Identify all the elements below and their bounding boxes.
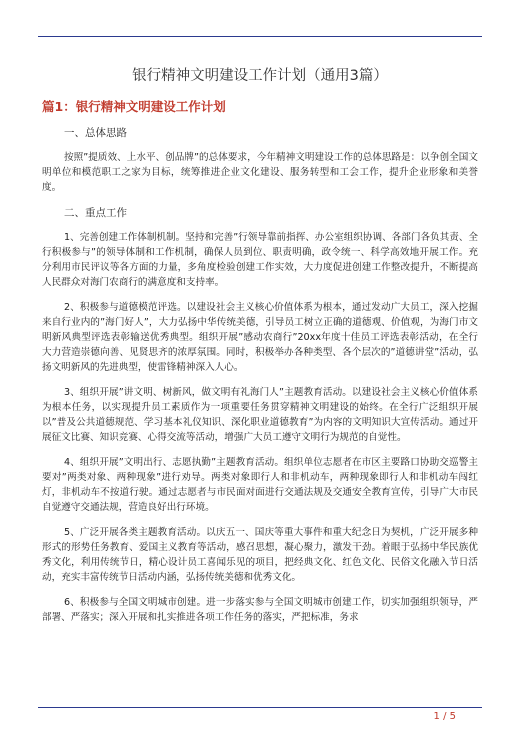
heading-key-tasks: 二、重点工作 [64, 207, 127, 219]
heading-overall-approach: 一、总体思路 [64, 127, 127, 139]
paragraph-task-5: 5、广泛开展各类主题教育活动。以庆五一、国庆等重大事件和重大纪念日为契机，广泛开展多种形式的形势任务教育、爱国主义教育等活动，感召思想，凝心聚力，激发干劲。着眼于弘扬中华民族优秀文化，利用传统节日，精心设计员工喜闻乐见的项目，把经典文化、红色文化、民俗文化融入节日活动，充实丰富传统节日活动内涵，弘扬传统美德和优秀文化。 [42, 527, 478, 583]
paragraph-approach: 按照”提质效、上水平、创品牌”的总体要求，今年精神文明建设工作的总体思路是：以争创全国文明单位和模范职工之家为目标，统筹推进企业文化建设、服务转型和工会工作，提升企业形象和美誉度。 [42, 152, 478, 193]
header-rule [38, 36, 482, 37]
paragraph-task-3: 3、组织开展”讲文明、树新风，做文明有礼海门人”主题教育活动。以建设社会主义核心价值体系为根本任务，以实现提升员工素质作为一项重要任务贯穿精神文明建设的始终。在全行广泛组织开展以”普及公共道德规范、学习基本礼仪知识、深化职业道德教育”为内容的文明知识大宣传活动。通过开展征文比赛、知识竞赛、心得交流等活动，增强广大员工遵守文明行为规范的自觉性。 [42, 387, 478, 443]
document-title: 银行精神文明建设工作计划（通用3篇） [132, 68, 388, 84]
paragraph-task-6: 6、积极参与全国文明城市创建。进一步落实参与全国文明城市创建工作，切实加强组织领导，严部署、严落实；深入开展和扎实推进各项工作任务的落实，严把标准，务求 [42, 597, 478, 623]
footer-rule [38, 707, 482, 708]
page-number: 1 / 5 [433, 711, 456, 722]
paragraph-task-2: 2、积极参与道德模范评选。以建设社会主义核心价值体系为根本，通过发动广大员工，深入挖掘来自行业内的”海门好人”，大力弘扬中华传统美德，引导员工树立正确的道德观、价值观，为海门市文明新风典型评选表彰输送优秀典型。组织开展”感动农商行”20xx年度十佳员工评选表彰活动，在全行大力营造崇德向善、见贤思齐的浓厚氛围。同时，积极举办各种类型、各个层次的”道德讲堂”活动，弘扬文明新风的先进典型，使雷锋精神深入人心。 [42, 302, 478, 373]
paragraph-task-4: 4、组织开展”文明出行、志愿执勤”主题教育活动。组织单位志愿者在市区主要路口协助交巡警主要对”两类对象、两种现象”进行劝导。两类对象即行人和非机动车，两种现象即行人和非机动车闯红灯，非机动车不按道行驶。通过志愿者与市民面对面进行交通法规及交通安全教育宣传，引导广大市民自觉遵守交通法规，营造良好出行环境。 [42, 457, 478, 513]
document-body [42, 64, 478, 635]
paragraph-task-1: 1、完善创建工作体制机制。坚持和完善”行领导靠前指挥、办公室组织协调、各部门各负其责、全行积极参与”的领导体制和工作机制，确保人员到位、职责明确，政令统一、科学高效地开展工作。充分利用市民评议等各方面的力量，多角度检验创建工作实效，大力度促进创建工作整改提升，不断提高人民群众对海门农商行的满意度和支持率。 [42, 232, 479, 288]
section-title: 篇1：银行精神文明建设工作计划 [42, 99, 226, 114]
